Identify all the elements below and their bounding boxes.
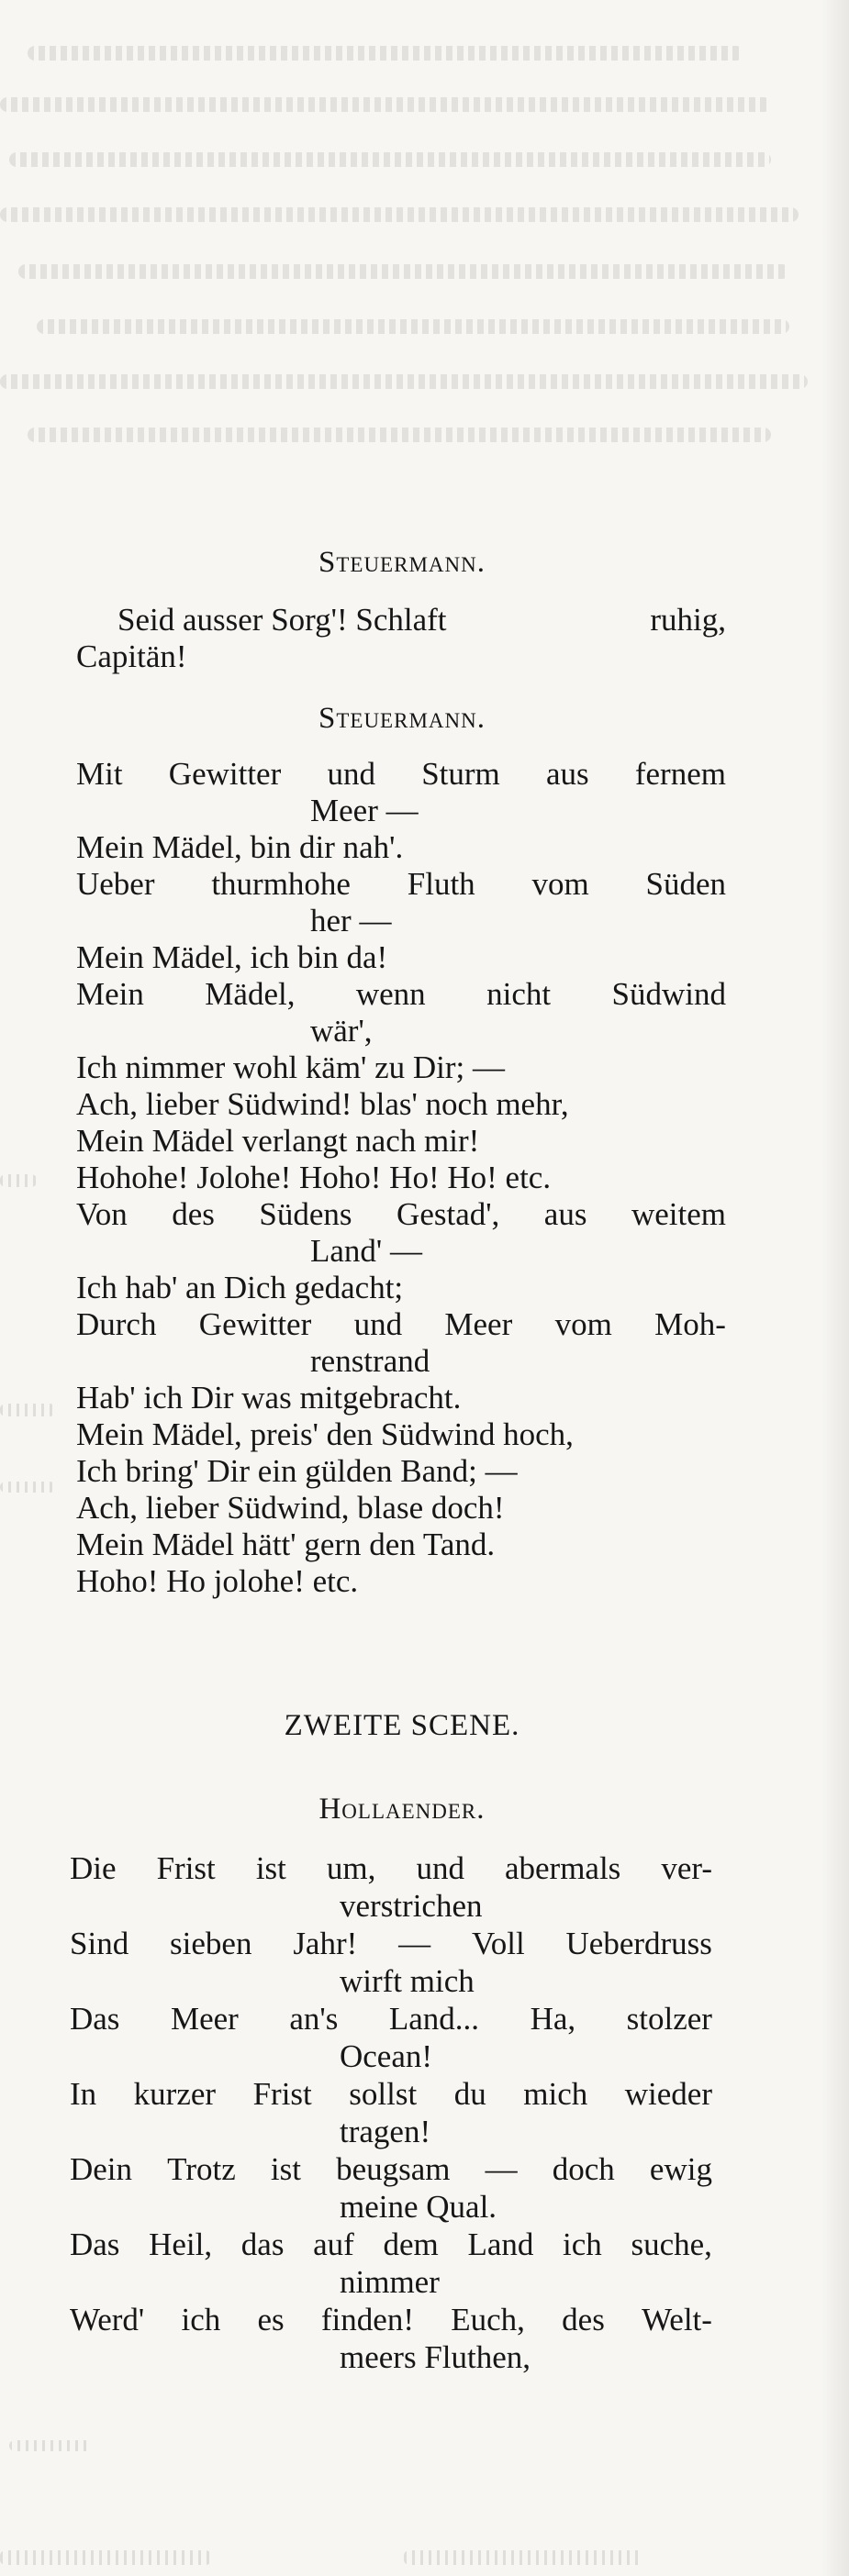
verse-word: des bbox=[172, 1196, 215, 1232]
verse-word: Jahr! bbox=[293, 1926, 358, 1961]
verse-word: Meer bbox=[170, 2001, 239, 2037]
paper-speck bbox=[0, 1482, 55, 1493]
verse-line: Mein Mädel verlangt nach mir! bbox=[76, 1123, 480, 1159]
verse-word: Ueber bbox=[76, 866, 155, 902]
verse-word: nicht bbox=[486, 976, 552, 1012]
verse-word: aus bbox=[545, 756, 589, 792]
verse-word: Fluth bbox=[407, 866, 475, 902]
paper-speck bbox=[404, 2550, 642, 2565]
verse-word: Gestad', bbox=[397, 1196, 500, 1232]
paper-speck bbox=[9, 2440, 92, 2451]
verse-word: Trotz bbox=[167, 2151, 236, 2187]
verse-line: Hab' ich Dir was mitgebracht. bbox=[76, 1380, 462, 1416]
verse-word: Heil, bbox=[149, 2226, 213, 2262]
verse-line: Hoho! Ho jolohe! etc. bbox=[76, 1563, 359, 1599]
verse-line: Ich bring' Dir ein gülden Band; — bbox=[76, 1453, 518, 1489]
verse-line bbox=[70, 2302, 712, 2339]
verse-word: ver- bbox=[661, 1850, 712, 1886]
verse-continuation: wirft mich bbox=[340, 1963, 475, 1999]
verse-line: Ich hab' an Dich gedacht; bbox=[76, 1270, 404, 1305]
verse-line: Hohohe! Jolohe! Hoho! Ho! Ho! etc. bbox=[76, 1160, 552, 1195]
verse-line bbox=[70, 2151, 712, 2189]
verse-line bbox=[76, 756, 726, 793]
verse-word: stolzer bbox=[626, 2001, 712, 2037]
verse-line: Mein Mädel, ich bin da! bbox=[76, 939, 388, 975]
verse-word: — bbox=[398, 1926, 431, 1961]
verse-line bbox=[76, 976, 726, 1013]
verse-word: thurmhohe bbox=[211, 866, 351, 902]
verse-word: Welt- bbox=[642, 2302, 712, 2337]
character-heading-steuermann: Steuermann. bbox=[318, 546, 486, 579]
verse-line bbox=[76, 1196, 726, 1233]
hollaender-monologue bbox=[70, 1850, 712, 2377]
verse-word: doch bbox=[552, 2151, 615, 2187]
verse-word: Sturm bbox=[421, 756, 500, 792]
verse-line: Mein Mädel hätt' gern den Tand. bbox=[76, 1527, 496, 1562]
verse-word: du bbox=[453, 2076, 486, 2112]
paper-speck bbox=[0, 1174, 37, 1187]
verse-word: Das bbox=[70, 2001, 120, 2037]
verse-line bbox=[76, 1306, 726, 1343]
bleed-through-text bbox=[0, 18, 849, 450]
verse-continuation: wär', bbox=[310, 1013, 373, 1049]
verse-word: Mädel, bbox=[205, 976, 296, 1012]
verse-word: Süden bbox=[645, 866, 726, 902]
verse-line: Ich nimmer wohl käm' zu Dir; — bbox=[76, 1049, 506, 1085]
verse-word: mich bbox=[523, 2076, 588, 2112]
verse-word: Gewitter bbox=[198, 1306, 312, 1342]
verse-continuation: Meer — bbox=[310, 793, 419, 828]
character-heading-steuermann: Steuermann. bbox=[318, 702, 486, 735]
verse-word: ich bbox=[563, 2226, 602, 2262]
verse-word: Euch, bbox=[451, 2302, 525, 2337]
verse-word: Meer bbox=[444, 1306, 513, 1342]
verse-line bbox=[70, 2001, 712, 2038]
steuermann-reply bbox=[76, 602, 726, 675]
verse-word: Von bbox=[76, 1196, 128, 1232]
verse-word: Frist bbox=[156, 1850, 216, 1886]
verse-line bbox=[70, 1926, 712, 1963]
verse-line bbox=[70, 2076, 712, 2114]
verse-line bbox=[70, 1850, 712, 1888]
paper-speck bbox=[0, 2550, 211, 2565]
verse-word: dem bbox=[383, 2226, 439, 2262]
verse-word: sollst bbox=[349, 2076, 418, 2112]
reply-line: Capitän! bbox=[76, 638, 187, 674]
verse-word: Land bbox=[467, 2226, 534, 2262]
verse-word: beugsam bbox=[336, 2151, 451, 2187]
verse-line: Mein Mädel, bin dir nah'. bbox=[76, 829, 404, 865]
verse-word: Gewitter bbox=[168, 756, 282, 792]
verse-word: das bbox=[240, 2226, 285, 2262]
verse-word: Südwind bbox=[611, 976, 726, 1012]
verse-word: Südens bbox=[259, 1196, 352, 1232]
verse-word: um, bbox=[326, 1850, 376, 1886]
verse-word: auf bbox=[313, 2226, 354, 2262]
verse-line: Mein Mädel, preis' den Südwind hoch, bbox=[76, 1416, 574, 1452]
verse-word: des bbox=[562, 2302, 605, 2337]
verse-line: Ach, lieber Südwind! blas' noch mehr, bbox=[76, 1086, 569, 1122]
verse-word: und bbox=[416, 1850, 464, 1886]
steuermann-song bbox=[76, 756, 726, 1600]
verse-word: und bbox=[353, 1306, 403, 1342]
verse-word: Mit bbox=[76, 756, 123, 792]
verse-continuation: verstrichen bbox=[340, 1888, 483, 1924]
verse-word: Land... bbox=[388, 2001, 480, 2037]
verse-line bbox=[70, 2226, 712, 2264]
verse-word: ewig bbox=[649, 2151, 712, 2187]
verse-word: es bbox=[257, 2302, 285, 2337]
verse-word: Ueberdruss bbox=[565, 1926, 712, 1961]
verse-word: Das bbox=[70, 2226, 120, 2262]
verse-word: fernem bbox=[634, 756, 726, 792]
verse-continuation: meine Qual. bbox=[340, 2189, 497, 2225]
verse-word: ich bbox=[181, 2302, 221, 2337]
reply-line-part: ruhig, bbox=[650, 602, 726, 638]
verse-word: aus bbox=[543, 1196, 587, 1232]
page-edge-shadow bbox=[821, 0, 849, 2576]
verse-word: In bbox=[70, 2076, 97, 2112]
verse-word: Dein bbox=[70, 2151, 133, 2187]
verse-continuation: nimmer bbox=[340, 2264, 440, 2300]
verse-line: Ach, lieber Südwind, blase doch! bbox=[76, 1490, 505, 1526]
verse-word: und bbox=[327, 756, 375, 792]
verse-continuation: renstrand bbox=[310, 1343, 430, 1379]
verse-word: Sind bbox=[70, 1926, 129, 1961]
reply-line-part: Seid ausser Sorg'! Schlaft bbox=[117, 602, 447, 638]
verse-word: — bbox=[485, 2151, 518, 2187]
verse-word: abermals bbox=[504, 1850, 621, 1886]
verse-word: wenn bbox=[355, 976, 426, 1012]
verse-word: sieben bbox=[170, 1926, 252, 1961]
verse-continuation: Ocean! bbox=[340, 2038, 433, 2074]
verse-line bbox=[76, 866, 726, 903]
verse-continuation: Land' — bbox=[310, 1233, 422, 1269]
verse-word: wieder bbox=[624, 2076, 712, 2112]
verse-word: Ha, bbox=[530, 2001, 576, 2037]
verse-word: Moh- bbox=[654, 1306, 726, 1342]
verse-word: kurzer bbox=[133, 2076, 217, 2112]
verse-word: Durch bbox=[76, 1306, 157, 1342]
verse-word: ist bbox=[270, 2151, 301, 2187]
verse-word: an's bbox=[289, 2001, 339, 2037]
verse-word: finden! bbox=[320, 2302, 414, 2337]
verse-word: ist bbox=[255, 1850, 286, 1886]
verse-continuation: meers Fluthen, bbox=[340, 2339, 531, 2375]
verse-word: Voll bbox=[471, 1926, 525, 1961]
scene-title: ZWEITE SCENE. bbox=[284, 1709, 520, 1742]
verse-word: weitem bbox=[631, 1196, 726, 1232]
verse-word: Die bbox=[70, 1850, 117, 1886]
verse-word: vom bbox=[554, 1306, 612, 1342]
verse-continuation: tragen! bbox=[340, 2114, 431, 2149]
paper-speck bbox=[0, 1404, 55, 1416]
verse-word: vom bbox=[531, 866, 589, 902]
character-heading-hollaender: Hollaender. bbox=[318, 1793, 486, 1826]
verse-word: Frist bbox=[252, 2076, 312, 2112]
verse-word: suche, bbox=[631, 2226, 712, 2262]
verse-word: Mein bbox=[76, 976, 144, 1012]
verse-word: Werd' bbox=[70, 2302, 145, 2337]
verse-continuation: her — bbox=[310, 903, 392, 938]
